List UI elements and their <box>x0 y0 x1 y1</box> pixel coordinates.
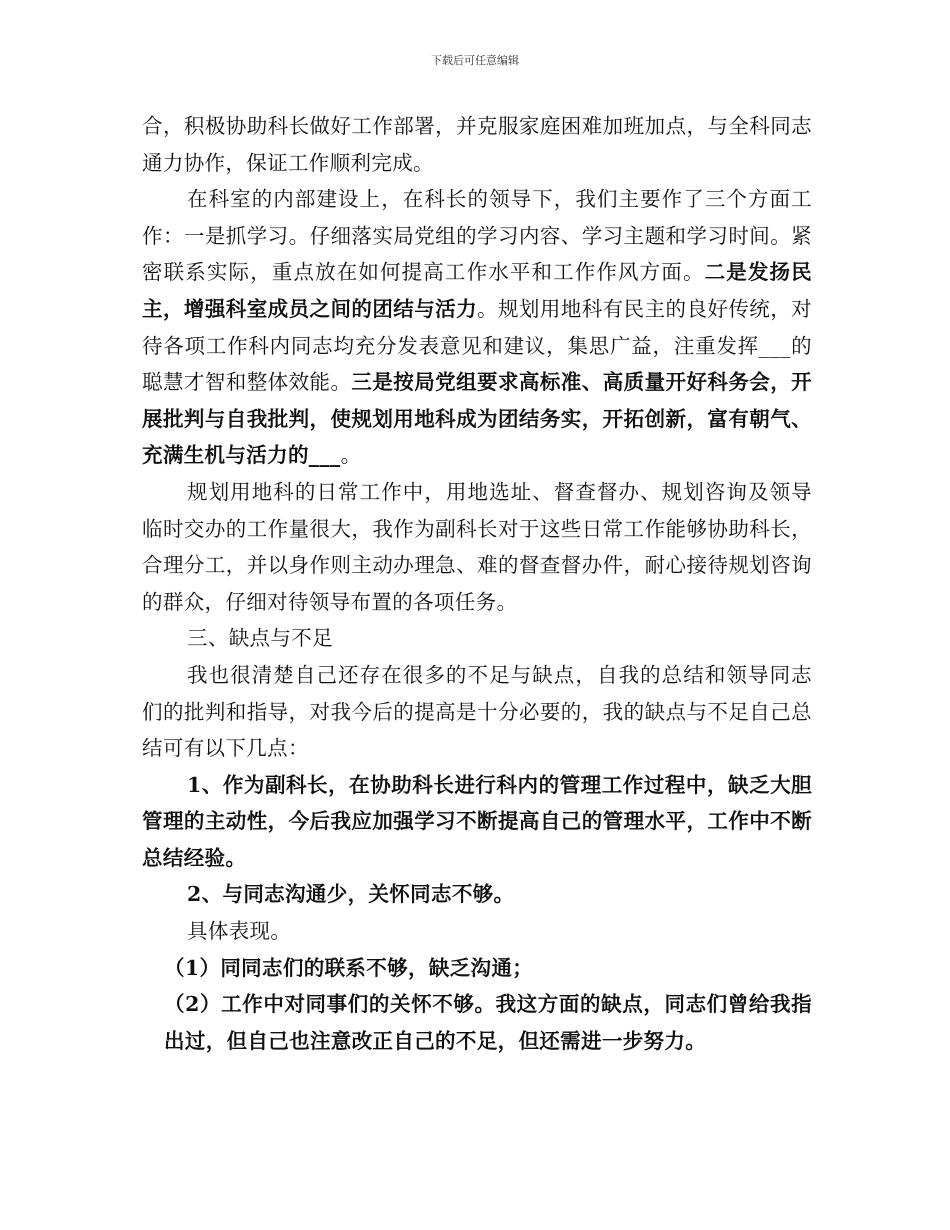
text-run: 在科室的内部建设上，在科长的领导下，我们主要作了三个方面工作：一是抓学习。仔细落实局党组的学习内容、学习主题和学习时间。紧密联系实际，重点放在如何提高工作水平和工作作风方面。 <box>142 187 812 285</box>
sub-item-2: （2）工作中对同事们的关怀不够。我这方面的缺点，同志们曾给我指出过，但自己也注意改正自己的不足，但还需进一步努力。 <box>164 992 812 1053</box>
document-body <box>142 108 812 1059</box>
bold-text-run: 二是发扬民主，增强科室成员之间的团结与活力 <box>142 260 812 321</box>
sub-item-1: （1）同同志们的联系不够，缺乏沟通； <box>164 955 534 980</box>
paragraph-daily-work: 规划用地科的日常工作中，用地选址、督查督办、规划咨询及领导临时交办的工作量很大，我作为副科长对于这些日常工作能够协助科长，合理分工，并以身作则主动办理急、难的督查督办件，耐心接待规划咨询的群众，仔细对待领导布置的各项任务。 <box>142 479 812 614</box>
page-header: 下载后可任意编辑 <box>431 54 519 67</box>
bold-text-run: 三是按局党组要求高标准、高质量开好科务会，开展批判与自我批判，使规划用地科成为团结务实，开拓创新，富有朝气、充满生机与活力的___ <box>142 370 812 468</box>
paragraph-shortcomings-intro: 我也很清楚自己还存在很多的不足与缺点，自我的总结和领导同志们的批判和指导，对我今后的提高是十分必要的，我的缺点与不足自己总结可有以下几点： <box>142 662 812 761</box>
text-run: 。 <box>340 443 362 468</box>
section-heading: 三、缺点与不足 <box>187 626 333 651</box>
paragraph-internal-building <box>142 181 812 474</box>
list-item-2: 2、与同志沟通少，关怀同志不够。 <box>187 882 515 907</box>
list-item-1: 1、作为副科长，在协助科长进行科内的管理工作过程中，缺乏大胆管理的主动性，今后我应加强学习不断提高自己的管理水平，工作中不断总结经验。 <box>142 772 812 870</box>
paragraph-continuation: 合，积极协助科长做好工作部署，并克服家庭困难加班加点，与全科同志通力协作，保证工作顺利完成。 <box>142 114 812 175</box>
text-run: 。规划用地科有民主的良好传统，对待各项工作科内同志均充分发表意见和建议，集思广益，注重发挥___的聪慧才智和整体效能。 <box>142 296 812 395</box>
paragraph-specific: 具体表现。 <box>187 919 292 944</box>
